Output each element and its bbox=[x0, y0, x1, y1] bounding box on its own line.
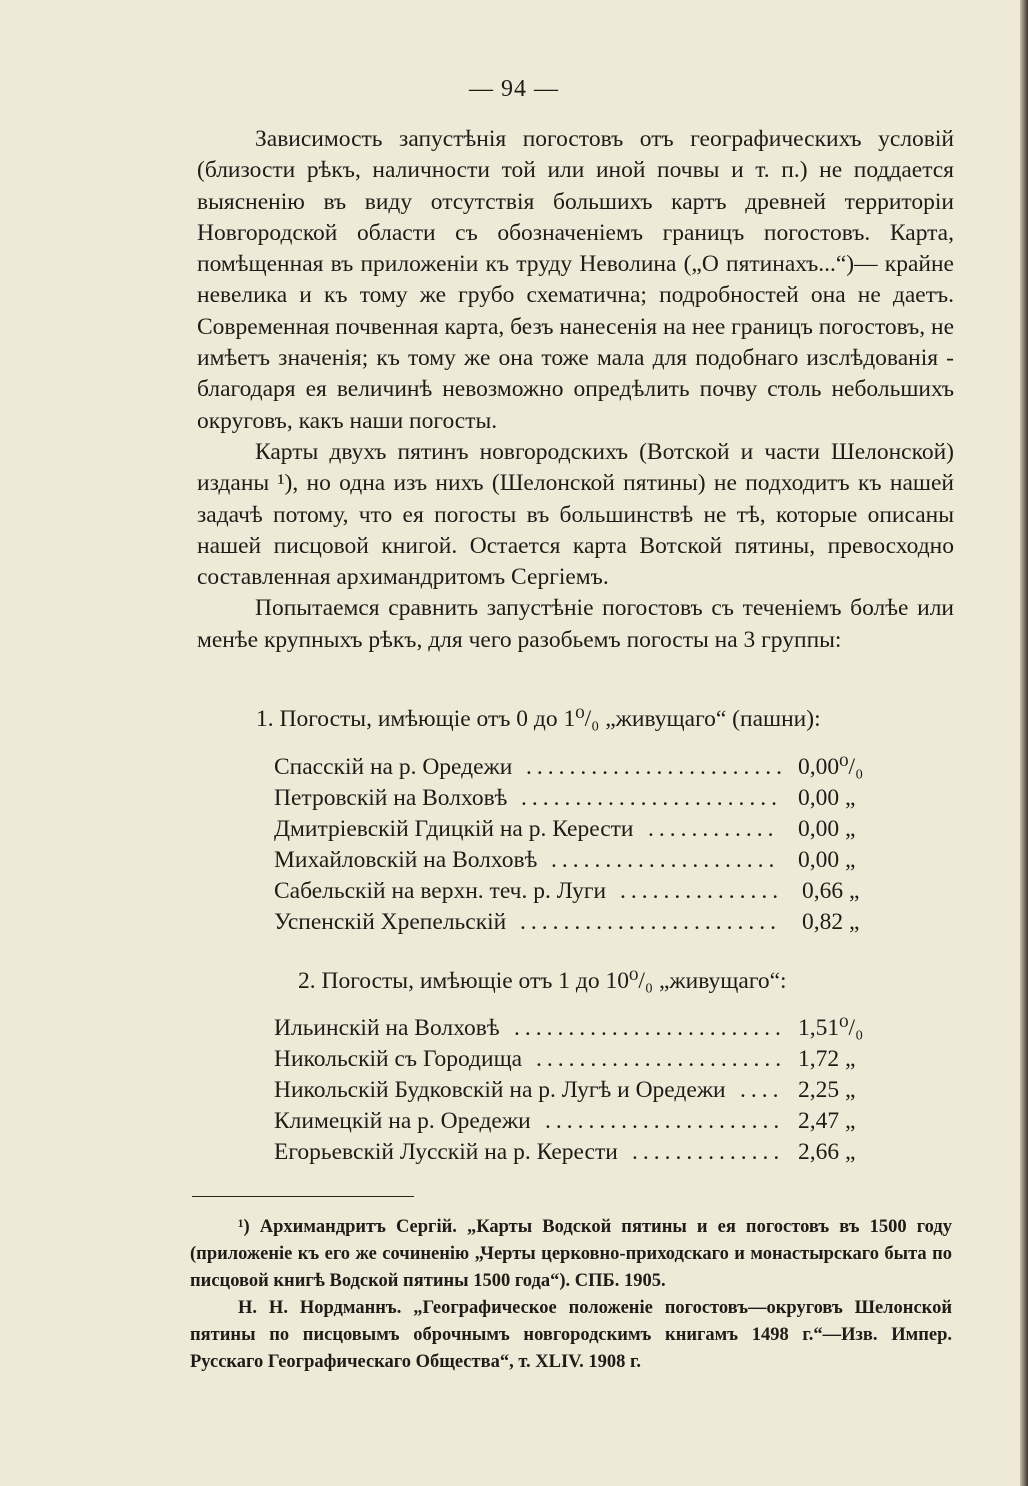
table-row bbox=[274, 1013, 868, 1044]
table-row bbox=[274, 1075, 868, 1106]
group2-heading: 2. Погосты, имѣющіе отъ 1 до 10⁰/₀ „живущаго“: bbox=[298, 968, 787, 994]
row-value: 0,00 „ bbox=[798, 785, 856, 811]
row-value: 2,47 „ bbox=[798, 1108, 856, 1134]
page-number: — 94 — bbox=[469, 76, 559, 102]
table-row bbox=[274, 1044, 868, 1075]
dot-leader: ............ bbox=[648, 816, 779, 842]
row-value: 2,66 „ bbox=[798, 1139, 856, 1165]
table-row bbox=[274, 814, 868, 845]
dot-leader: ........................ bbox=[521, 785, 782, 811]
paragraph-3: Попытаемся сравнить запустѣніе погостовъ съ теченіемъ болѣе или менѣе крупныхъ рѣкъ, для чего разобьемъ погосты на 3 группы: bbox=[197, 595, 954, 653]
dot-leader: ............... bbox=[620, 878, 784, 904]
table-row bbox=[274, 1137, 868, 1168]
row-value: 0,82 „ bbox=[802, 909, 860, 935]
row-name: Успенскій Хрепельскій bbox=[274, 909, 507, 935]
group1-table bbox=[274, 752, 868, 938]
dot-leader: ..................... bbox=[551, 847, 780, 873]
footnote-2: Н. Н. Нордманнъ. „Географическое положеніе погостовъ—округовъ Шелонской пятины по писцовымъ оброчнымъ новгородскимъ книгамъ 1498 г.“—Изв. Импер. Русскаго Географическаго Общества“, т. XLIV. 1908 г. bbox=[190, 1298, 952, 1372]
row-name: Петровскій на Волховѣ bbox=[274, 785, 508, 811]
footnote-1: ¹) Архимандритъ Сергій. „Карты Водской пятины и ея погостовъ въ 1500 году (приложеніе къ его же сочиненію „Черты церковно-приходскаго и монастырскаго быта по писцовой книгѣ Водской пятины 1500 года“). СПБ. 1905. bbox=[190, 1217, 952, 1291]
dot-leader: .... bbox=[740, 1077, 784, 1103]
row-value: 2,25 „ bbox=[798, 1077, 856, 1103]
table-row bbox=[274, 845, 868, 876]
row-value: 1,72 „ bbox=[798, 1046, 856, 1072]
page-edge bbox=[1020, 0, 1028, 1486]
dot-leader: .............. bbox=[632, 1139, 785, 1165]
table-row bbox=[274, 752, 868, 783]
table-row bbox=[274, 876, 868, 907]
footnotes bbox=[190, 1214, 952, 1376]
dot-leader: ......................... bbox=[514, 1015, 786, 1041]
row-name: Никольскій съ Городища bbox=[274, 1046, 523, 1072]
row-name: Климецкій на р. Оредежи bbox=[274, 1108, 531, 1134]
footnote-rule bbox=[192, 1196, 414, 1197]
row-value: 1,51⁰/₀ bbox=[798, 1015, 864, 1041]
row-name: Никольскій Будковскій на р. Лугѣ и Оредежи bbox=[274, 1077, 726, 1103]
row-name: Михайловскій на Волховѣ bbox=[274, 847, 538, 873]
row-value: 0,00 „ bbox=[798, 847, 856, 873]
row-name: Спасскій на р. Оредежи bbox=[274, 754, 513, 780]
row-name: Егорьевскій Лусскій на р. Керести bbox=[274, 1139, 618, 1165]
row-value: 0,66 „ bbox=[802, 878, 860, 904]
row-value: 0,00 „ bbox=[798, 816, 856, 842]
body-text bbox=[197, 124, 954, 656]
group1-heading: 1. Погосты, имѣющіе отъ 0 до 1⁰/₀ „живущаго“ (пашни): bbox=[256, 706, 821, 732]
row-value: 0,00⁰/₀ bbox=[798, 754, 864, 780]
row-name: Сабельскій на верхн. теч. р. Луги bbox=[274, 878, 607, 904]
paragraph-2: Карты двухъ пятинъ новгородскихъ (Вотской и части Шелонской) изданы ¹), но одна изъ нихъ (Шелонской пятины) не подходитъ къ нашей задачѣ потому, что ея погосты въ большинствѣ не тѣ, которые описаны нашей писцовой книгой. Остается карта Вотской пятины, превосходно составленная архимандритомъ Сергіемъ. bbox=[197, 438, 954, 591]
row-name: Дмитріевскій Гдицкій на р. Керести bbox=[274, 816, 634, 842]
paragraph-1: Зависимость запустѣнія погостовъ отъ географическихъ условій (близости рѣкъ, наличности той или иной почвы и т. п.) не поддается выясненію въ виду отсутствія большихъ картъ древней территоріи Новгородской области съ обозначеніемъ границъ погостовъ. Карта, помѣщенная въ приложеніи къ труду Неволина („О пятинахъ...“)— крайне невелика и къ тому же грубо схематична; подробностей она не даетъ. Современная почвенная карта, безъ нанесенія на нее границъ погостовъ, не имѣетъ значенія; къ тому же она тоже мала для подобнаго изслѣдованія - благодаря ея величинѣ невозможно опредѣлить почву столь небольшихъ округовъ, какъ наши погосты. bbox=[197, 126, 954, 434]
table-row bbox=[274, 1106, 868, 1137]
table-row bbox=[274, 907, 868, 938]
dot-leader: ...................... bbox=[545, 1108, 785, 1134]
group2-table bbox=[274, 1013, 868, 1168]
table-row bbox=[274, 783, 868, 814]
dot-leader: ........................ bbox=[520, 909, 781, 935]
row-name: Ильинскій на Волховѣ bbox=[274, 1015, 500, 1041]
dot-leader: ....................... bbox=[536, 1046, 787, 1072]
dot-leader: ........................ bbox=[526, 754, 787, 780]
